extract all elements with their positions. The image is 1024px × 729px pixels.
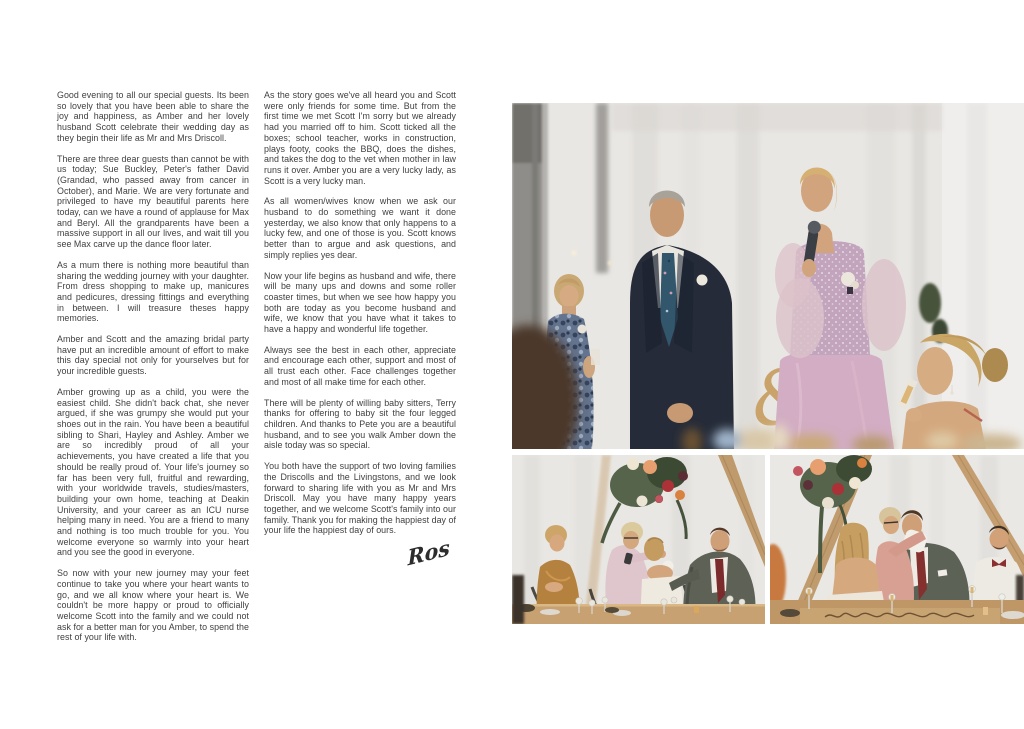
speech-column-left: [57, 90, 249, 653]
speech-paragraph: There are three dear guests than cannot be with us today; Sue Buckley, Peter's father David (Grandad, who passed away from cancer in October), and Marie. We are very fortunate and privileged to have my beautiful parents here today, can we have a round of applause for Max and Beryl. All the grandparents have been a massive support in all our lives, and wait till you see Max carve up the dance floor later.: [57, 153, 249, 250]
photo-mother-kissing-groom: [770, 455, 1024, 624]
photo-parents-speech: [512, 103, 1024, 449]
speech-paragraph: Good evening to all our special guests. Its been so lovely that you have been able to share the joy and happiness, as Amber and her lovely husband Scott celebrate their wedding day as they begin their life as Mr and Mrs Driscoll.: [57, 90, 249, 143]
photo-bride-comforted: [512, 455, 765, 624]
speech-paragraph: As a mum there is nothing more beautiful than sharing the wedding journey with your daughter. From dress shopping to make up, manicures and pedicures, dressing fittings and everything in between. I will treasure theses happy memories.: [57, 259, 249, 324]
speech-paragraph: You both have the support of two loving families the Driscolls and the Livingstons, and we look forward to sharing life with you as Mr and Mrs Driscoll. May you have many happy years together, and we welcome Scott's family into our family. Thank you for making the happiest day of your life the happiest day of ours.: [264, 461, 457, 536]
speech-paragraph: As all women/wives know when we ask our husband to do something we want it done yesterday, we also know that only happens to a lucky few, and one of those is you. Scott knows better than to argue and ask questions, and simply replies yes dear.: [264, 196, 456, 260]
speech-paragraph: Always see the best in each other, appreciate and encourage each other, support and most of all trust each other. Face challenges together and most of all make time for each other.: [264, 344, 456, 387]
speech-paragraph: As the story goes we've all heard you and Scott were only friends for some time. But from the first time we met Scott I'm sorry but we already had you married off to him. Scott ticked all the boxes; school teacher, works in construction, plays footy, cooks the BBQ, does the dishes, and takes the dog to the vet when mother in law runs it over. Amber you are a very lucky lady, as Scott is a very lucky man.: [264, 90, 456, 186]
speech-column-right-paragraphs: [264, 90, 456, 536]
speech-paragraph: So now with your new journey may your feet continue to take you where your heart wants to go, and we all know where your heart is. We couldn't be more happy or proud to officially welcome Scott into the family and we could not ask for a better man for you Amber, to spend the rest of your life with.: [57, 568, 249, 643]
speech-column-right: [264, 90, 457, 571]
signature-text: Ros: [406, 534, 450, 571]
signature: [264, 534, 456, 571]
speech-paragraph: Now your life begins as husband and wife, there will be many ups and downs and some roller coaster times, but when we see how happy you both are today as you become husband and wife, we know that you have what it takes to have a happy and wonderful life together.: [264, 270, 456, 335]
speech-paragraph: Amber and Scott and the amazing bridal party have put an incredible amount of effort to make this day special not only for yourselves but for your incredible guests.: [57, 334, 249, 377]
speech-paragraph: Amber growing up as a child, you were the easiest child. She didn't back chat, she never argued, if she was grumpy she would put your shoes out in the rain. You have been a beautiful sibling to Shari, Hayley and Ashley. Amber we are so incredibly proud of all your achievements, you have created a life that you should be really proud of. Your life's journey so far has been very full, fruitful and rewarding, with your worldwide travels, studies/masters, building your own home, teaching at Deakin University, and your career as an ICU nurse helping many in need. You are a friend to many and nothing is too much trouble for you. You welcome everyone so warmly into your heart and you see the good in everyone.: [57, 386, 249, 558]
speech-paragraph: There will be plenty of willing baby sitters, Terry thanks for offering to baby sit the four legged children. And thanks to Pete you are a beautiful husband, and to see you walk Amber down the aisle today was so special.: [264, 397, 456, 451]
